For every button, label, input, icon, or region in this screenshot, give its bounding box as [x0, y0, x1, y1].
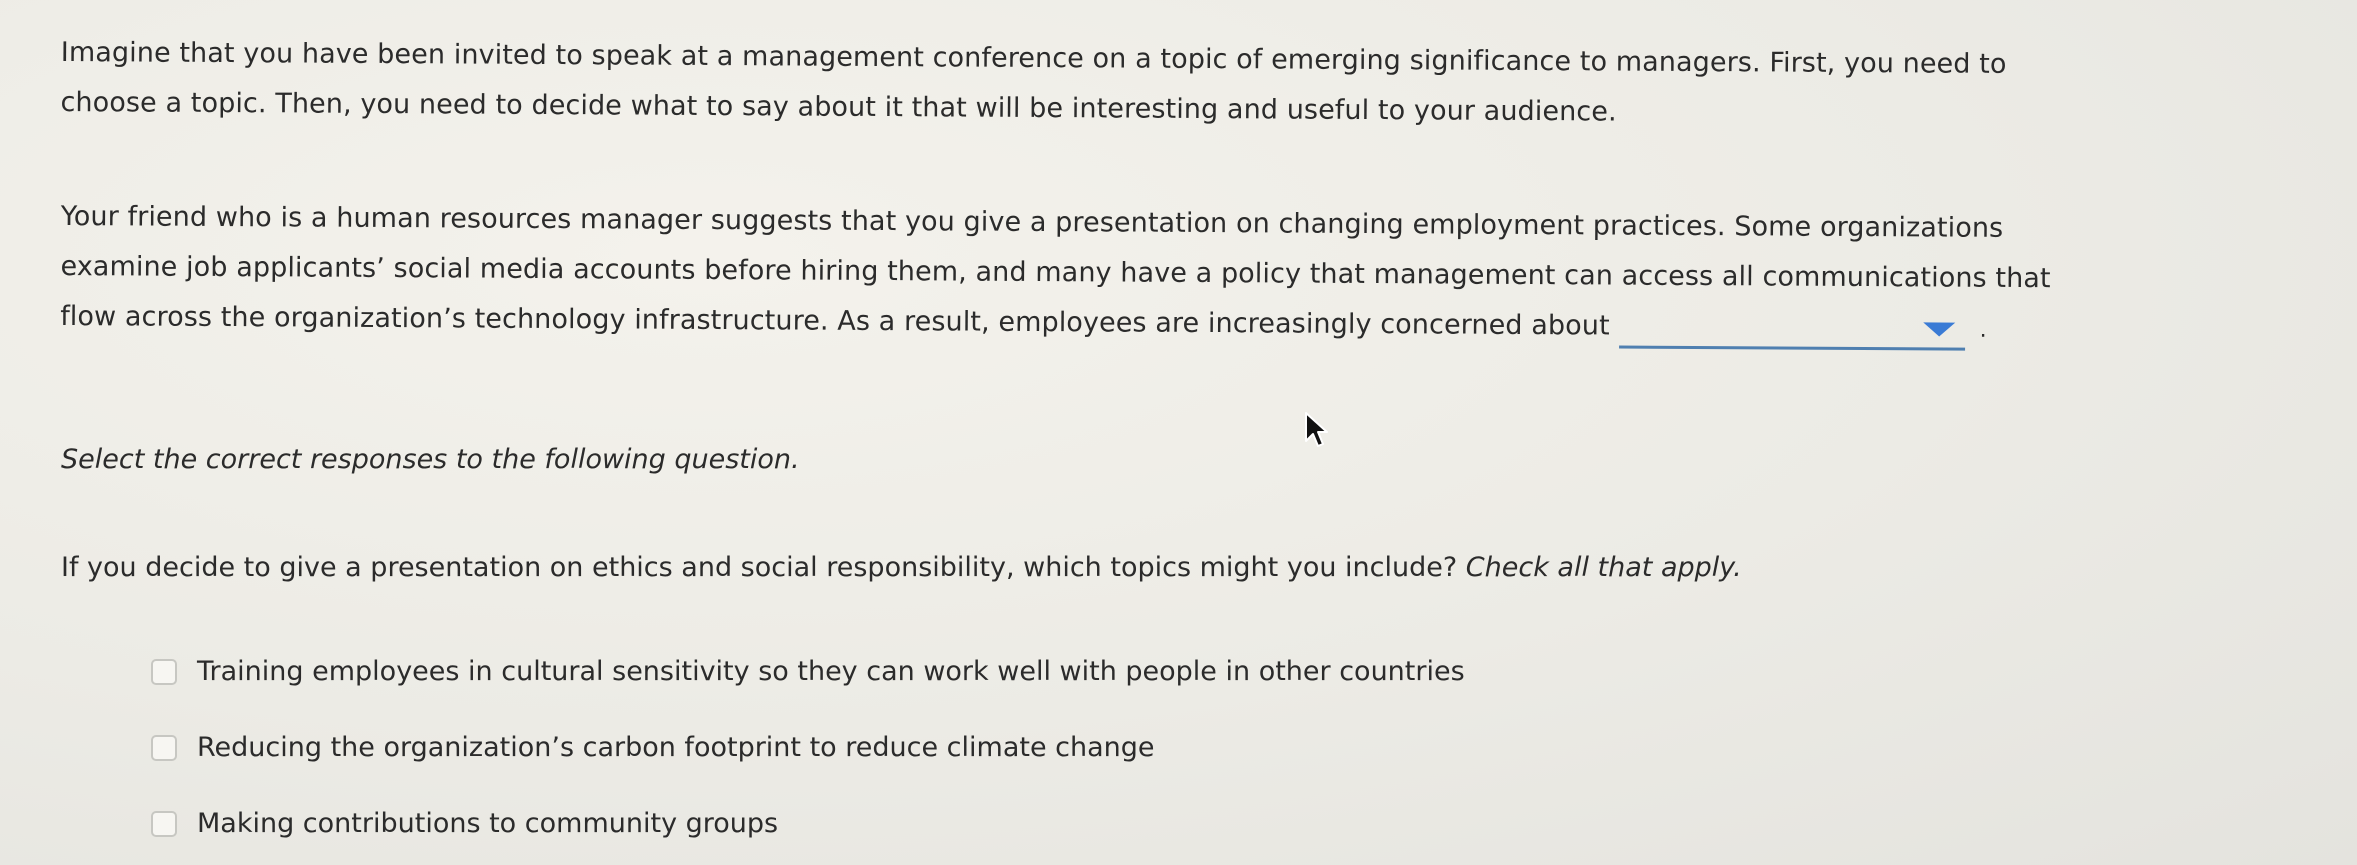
instruction-text: Select the correct responses to the following question. [61, 444, 800, 475]
option-carbon-footprint[interactable] [151, 710, 1465, 786]
options-list [151, 634, 1465, 862]
question-hint: Check all that apply. [1465, 552, 1742, 583]
question-text: If you decide to give a presentation on ethics and social responsibility, which topics might you include? [61, 552, 1458, 583]
option-label[interactable]: Training employees in cultural sensitivity so they can work well with people in other countries [197, 656, 1465, 687]
question-prompt [61, 546, 1742, 590]
option-community-contributions[interactable] [151, 786, 1465, 862]
intro-paragraph [60, 28, 2111, 141]
option-label[interactable]: Reducing the organization’s carbon footprint to reduce climate change [197, 732, 1155, 763]
option-cultural-sensitivity[interactable] [151, 634, 1465, 710]
option-label[interactable]: Making contributions to community groups [197, 808, 779, 839]
chevron-down-icon[interactable] [1924, 322, 1956, 336]
intro-text: Imagine that you have been invited to speak at a management conference on a topic of emerging significance to managers. First, you need to choose a topic. Then, you need to decide what to say about it that will be interesting and useful to your audience. [60, 36, 2007, 128]
concern-dropdown[interactable] [1620, 312, 1966, 351]
mouse-pointer-icon [1303, 411, 1329, 449]
scenario-text: Your friend who is a human resources manager suggests that you give a presentation on changing employment practices. Some organizations examine job applicants’ social media accounts before hiring them, and many have a policy that management can access all communications that flow across the organization’s technology infrastructure. As a result, employees are increasingly concerned about [60, 200, 2051, 342]
scenario-paragraph [60, 192, 2111, 357]
checkbox[interactable] [151, 735, 177, 761]
checkbox[interactable] [151, 811, 177, 837]
checkbox[interactable] [151, 659, 177, 685]
sentence-period: . [1979, 317, 1987, 343]
